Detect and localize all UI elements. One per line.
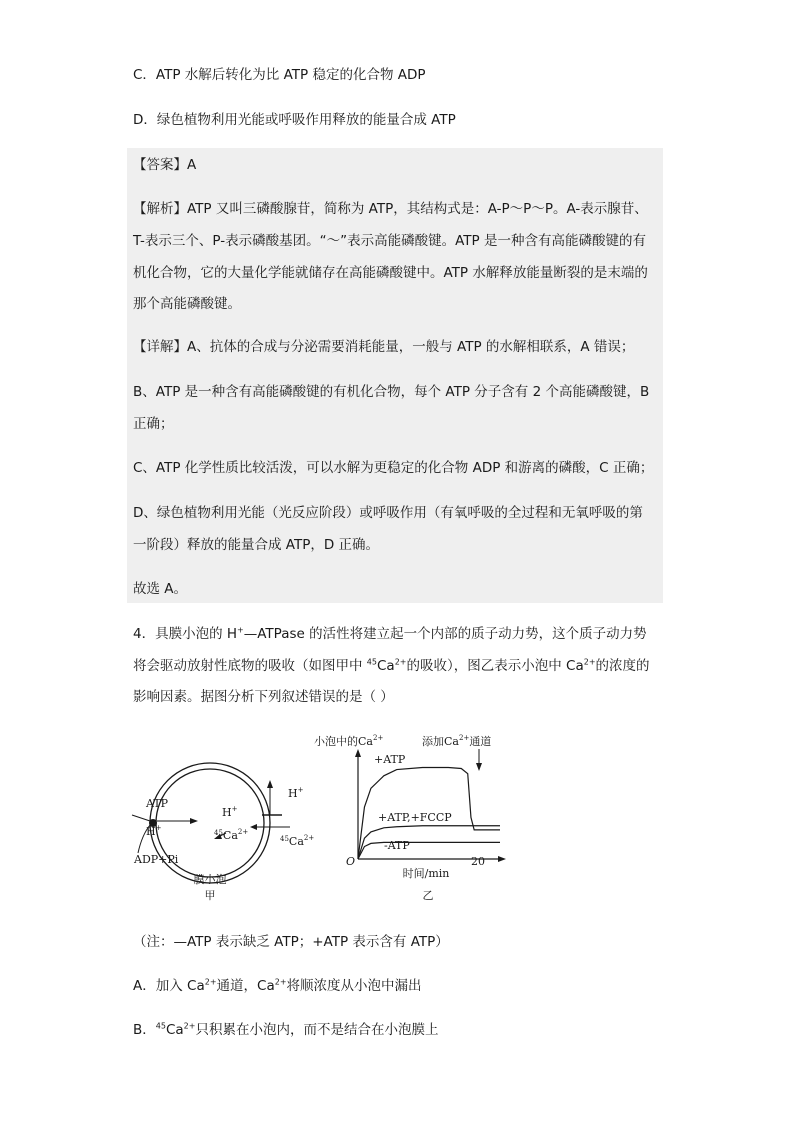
svg-text:H+: H+ [288,786,304,800]
adp-label: ADP+Pi [134,853,179,866]
answer-line: 【答案】A [133,157,197,173]
detail-line: 【详解】A、抗体的合成与分泌需要消耗能量，一般与 ATP 的水解相联系，A 错误； [133,339,635,355]
figure-jia [132,763,314,902]
origin-label: O [346,855,356,868]
h-left-label: H [146,825,156,838]
h-out-label: H [288,787,298,800]
ca-out-label: Ca [288,835,304,848]
detail-line: B、ATP 是一种含有高能磷酸键的有机化合物，每个 ATP 分子含有 2 个高能磷酸键，B [133,384,650,400]
question-4-line-3: 影响因素。据图分析下列叙述错误的是（ ） [133,689,394,705]
svg-text:H+: H+ [222,805,238,819]
x-tick-20: 20 [471,855,485,868]
ca-in-label: Ca [222,829,238,842]
option-b: B．$^{45}Ca^{2+}$只积累在小泡内，而不是结合在小泡膜上 [133,1021,439,1038]
figure-yi-label: 乙 [422,889,434,902]
detail-line: 故选 A。 [133,581,188,597]
series-label-1: +ATP [374,753,406,766]
detail-line: 正确； [133,416,174,432]
atp-label: ATP [146,797,169,810]
analysis-line: 【解析】ATP 又叫三磷酸腺苷，简称为 ATP，其结构式是：A-P～P～P。A-表示腺苷、 [133,201,648,217]
analysis-line: T-表示三个、P-表示磷酸基团。“～”表示高能磷酸键。ATP 是一种含有高能磷酸键的有 [133,233,646,249]
svg-text:H+: H+ [146,824,162,838]
analysis-line: 机化合物，它的大量化学能就储存在高能磷酸键中。ATP 水解释放能量断裂的是末端的 [133,265,648,281]
analysis-line: 那个高能磷酸键。 [133,296,241,312]
question-4-line-1: 4．具膜小泡的 H+—ATPase 的活性将建立起一个内部的质子动力势，这个质子动力势 [133,625,647,642]
option-d: D．绿色植物利用光能或呼吸作用释放的能量合成 ATP [133,112,456,128]
figure-jia-label: 甲 [204,889,216,902]
detail-line: 一阶段）释放的能量合成 ATP，D 正确。 [133,537,380,553]
figure-yi [314,734,506,902]
figure [130,725,510,915]
vesicle-label: 膜小泡 [193,873,227,886]
detail-line: D、绿色植物利用光能（光反应阶段）或呼吸作用（有氧呼吸的全过程和无氧呼吸的第 [133,505,643,521]
option-a: A．加入 $Ca^{2+}$通道，$Ca^{2+}$将顺浓度从小泡中漏出 [133,977,422,994]
detail-line: C、ATP 化学性质比较活泼，可以水解为更稳定的化合物 ADP 和游离的磷酸，C 正确； [133,460,654,476]
series-label-2: +ATP,+FCCP [378,811,452,824]
channel-label: 添加Ca [422,735,459,748]
svg-text:45Ca2+: $^{45}Ca^{2+}$ [214,828,249,842]
question-4-note: （注：—ATP 表示缺乏 ATP；+ATP 表示含有 ATP） [133,934,449,950]
h-in-label: H [222,806,232,819]
y-axis-label: 小泡中的Ca [314,735,373,748]
svg-text:小泡中的Ca2+: 小泡中的$Ca^{2+}$ [314,734,384,748]
svg-text:添加Ca2+通道: 添加$Ca^{2+}$通道 [422,734,492,748]
series-label-3: -ATP [384,839,410,852]
option-c: C．ATP 水解后转化为比 ATP 稳定的化合物 ADP [133,67,426,83]
question-4-line-2: 将会驱动放射性底物的吸收（如图甲中 $^{45}Ca^{2+}$的吸收），图乙表示小泡中 $Ca^{2+}$的浓度的 [133,657,650,674]
svg-text:45Ca2+: $^{45}Ca^{2+}$ [280,834,315,848]
x-axis-label: 时间/min [402,867,450,880]
